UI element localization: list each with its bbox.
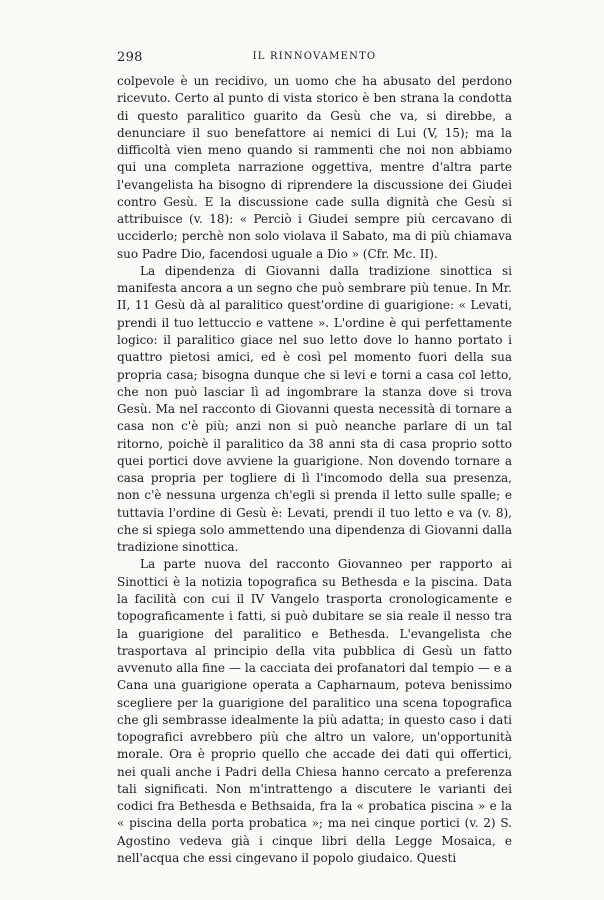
running-title: IL RINNOVAMENTO (252, 51, 377, 62)
paragraph-3: La parte nuova del racconto Giovanneo per rapporto ai Sinottici è la notizia topografica su Bethesda e la piscina. Data la facilità con cui il IV Vangelo trasporta cronologicamente e topograficamente i fatti, si può dubitare se sia reale il nesso tra la guarigione del paralitico e Bethesda. L'evangelista che trasportava al principio della vita pubblica di Gesù un fatto avvenuto alla fine — la cacciata dei profanatori dal tempio — e a Cana una guarigione operata a Capharnaum, poteva benissimo scegliere per la guarigione del paralitico una scena topografica che gli sembrasse idealmente la più adatta; in questo caso i dati topografici avrebbero più che altro un valore, un'opportunità morale. Ora è proprio quello che accade dei dati qui offertici, nei quali anche i Padri della Chiesa hanno cercato a preferenza tali significati. Non m'intrattengo a discutere le varianti dei codici fra Bethesda e Bethsaida, fra la « probatica piscina » e la « piscina della porta probatica »; ma nei cinque portici (v. 2) S. Agostino vedeva già i cinque libri della Legge Mosaica, e nell'acqua che essi cingevano il popolo giudaico. Questi (117, 557, 512, 865)
page-number: 298 (117, 50, 143, 65)
paragraph-1: colpevole è un recidivo, un uomo che ha abusato del perdono ricevuto. Certo al punto di vista storico è ben strana la condotta di questo paralitico guarito da Gesù che va, si direbbe, a denunciare il suo benefattore ai nemici di Lui (V, 15); ma la difficoltà vien meno quando si rammenti che noi non abbiamo qui una completa narrazione oggettiva, mentre d'altra parte l'evangelista ha bisogno di riprendere la discussione dei Giudei contro Gesù. E la discussione cade sulla dignità che Gesù si attribuisce (v. 18): « Perciò i Giudei sempre più cercavano di ucciderlo; perchè non solo violava il Sabato, ma di più chiamava suo Padre Dio, facendosi uguale a Dio » (Cfr. Mc. II). (117, 74, 512, 261)
paragraph-2: La dipendenza di Giovanni dalla tradizione sinottica si manifesta ancora a un segno che può sembrare più tenue. In Mr. II, 11 Gesù dà al paralitico quest'ordine di guarigione: « Levati, prendi il tuo lettuccio e vattene ». L'ordine è qui perfettamente logico: il paralitico giace nel suo letto dove lo hanno portato i quattro pietosi amici, ed è così pel momento fuori della sua propria casa; bisogna dunque che si levi e torni a casa col letto, che non può lasciar lì ad ingombrare la stanza dove si trova Gesù. Ma nel racconto di Giovanni questa necessità di tornare a casa non c'è più; anzi non si può neanche parlare di un tal ritorno, poichè il paralitico da 38 anni sta di casa proprio sotto quei portici dove avviene la guarigione. Non dovendo tornare a casa propria per togliere di lì l'incomodo della sua presenza, non c'è nessuna urgenza ch'egli si prenda il letto sulle spalle; e tuttavia l'ordine di Gesù è: Levati, prendi il tuo letto e va (v. 8), che si spiega solo ammettendo una dipendenza di Giovanni dalla tradizione sinottica. (117, 263, 512, 555)
body-text (117, 73, 512, 867)
page-header (117, 50, 512, 68)
